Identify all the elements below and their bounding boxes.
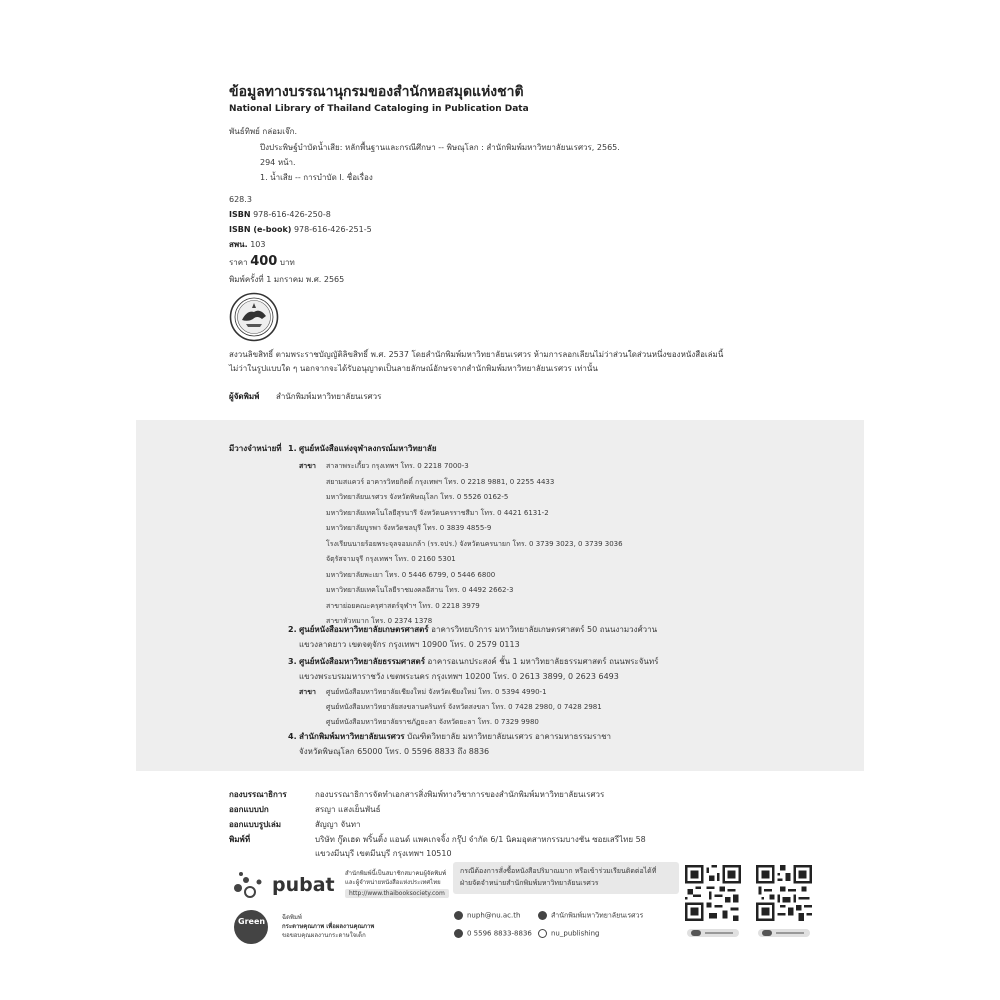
outlet-1-branch-label: สาขา <box>299 462 316 470</box>
branch-item: ศูนย์หนังสือมหาวิทยาลัยเชียงใหม่ จังหวัดเชียงใหม่ โทร. 0 5394 4990-1 <box>326 688 547 696</box>
publisher-value: สำนักพิมพ์มหาวิทยาลัยนเรศวร <box>275 392 382 401</box>
branch-item: ศูนย์หนังสือมหาวิทยาลัยราชภัฏยะลา จังหวัดยะลา โทร. 0 7329 9980 <box>326 718 539 726</box>
outlet-3-address-line-2: แขวงพระบรมมหาราชวัง เขตพระนคร กรุงเทพฯ 10200 โทร. 0 2613 3899, 0 2623 6493 <box>299 672 619 681</box>
price-unit: บาท <box>279 258 295 267</box>
branch-item: สาลาพระเกี้ยว กรุงเทพฯ โทร. 0 2218 7000-3 <box>326 462 469 470</box>
branch-item: มหาวิทยาลัยบูรพา จังหวัดชลบุรี โทร. 0 3839 4855-9 <box>326 524 492 532</box>
outlet-3-branch-label: สาขา <box>299 688 316 696</box>
branch-item: โรงเรียนนายร้อยพระจุลจอมเกล้า (รร.จปร.) จังหวัดนครนายก โทร. 0 3739 3023, 0 3739 3036 <box>326 539 623 548</box>
isbn-label: ISBN <box>229 210 251 219</box>
outlet-4-address: บัณฑิตวิทยาลัย มหาวิทยาลัยนเรศวร อาคารมหาธรรมราชา <box>407 732 611 741</box>
publisher-line <box>229 392 381 402</box>
credit-value-cover-design: สรญา แสงเย็นพันธ์ <box>315 805 381 814</box>
credit-label-cover-design: ออกแบบปก <box>229 805 269 814</box>
branch-item: มหาวิทยาลัยเทคโนโลยีสุรนารี จังหวัดนครราชสีมา โทร. 0 4421 6131-2 <box>326 508 549 517</box>
qr-code-icon[interactable] <box>685 865 741 921</box>
instagram-icon <box>538 929 547 938</box>
branch-item: มหาวิทยาลัยพะเยา โทร. 0 5446 6799, 0 5446 6800 <box>326 570 496 579</box>
phone-contact[interactable] <box>454 929 532 938</box>
green-read-line-0: ฉีดพิมพ์ <box>282 914 302 921</box>
price-line <box>229 254 295 270</box>
phone-icon <box>454 929 463 938</box>
publication-number-line <box>229 240 266 250</box>
edition-info: พิมพ์ครั้งที่ 1 มกราคม พ.ศ. 2565 <box>229 275 345 284</box>
qr-code-icon[interactable] <box>756 865 812 921</box>
email-icon <box>454 911 463 920</box>
isbn-value: 978-616-426-250-8 <box>253 210 331 219</box>
copyright-line-2: ไม่ว่าในรูปแบบใด ๆ นอกจากจะได้รับอนุญาตเป็นลายลักษณ์อักษรจากสำนักพิมพ์มหาวิทยาลัยนเรศวร เท่านั้น <box>229 364 598 373</box>
price-value: 400 <box>250 254 278 269</box>
outlet-4 <box>288 732 611 742</box>
outlet-2-name: ศูนย์หนังสือมหาวิทยาลัยเกษตรศาสตร์ <box>299 625 429 634</box>
publication-number-label: สพน. <box>229 240 248 249</box>
outlet-3-address: อาคารอเนกประสงค์ ชั้น 1 มหาวิทยาลัยธรรมศาสตร์ ถนนพระจันทร์ <box>427 657 659 666</box>
page-count: 294 หน้า. <box>260 158 296 167</box>
publication-number-value: 103 <box>250 240 266 249</box>
qr-caption-badge <box>687 929 739 937</box>
pubat-description-1: สำนักพิมพ์นี้เป็นสมาชิกสมาคมผู้จัดพิมพ์ <box>345 870 447 877</box>
subject-headings: 1. น้ำเสีย -- การบำบัด I. ชื่อเรื่อง <box>260 173 373 182</box>
isbn-line <box>229 210 331 220</box>
author: พันธ์ทิพย์ กล่อมเจ๊ก. <box>229 127 298 136</box>
classification-number: 628.3 <box>229 195 252 204</box>
green-read-logo-text: Green Read <box>238 917 291 926</box>
outlet-4-name: สำนักพิมพ์มหาวิทยาลัยนเรศวร <box>299 732 405 741</box>
credit-value-layout: สัญญา จันทา <box>315 820 361 829</box>
credit-label-layout: ออกแบบรูปเล่ม <box>229 820 282 829</box>
outlet-1-number: 1. <box>288 444 297 453</box>
outlet-1-name: ศูนย์หนังสือแห่งจุฬาลงกรณ์มหาวิทยาลัย <box>299 444 437 453</box>
credit-label-printer: พิมพ์ที่ <box>229 835 251 844</box>
order-info-line-2: ฝ่ายจัดจำหน่ายสำนักพิมพ์มหาวิทยาลัยนเรศวร <box>460 879 599 887</box>
pubat-description-2: และผู้จำหน่ายหนังสือแห่งประเทศไทย <box>345 879 441 886</box>
branch-item: มหาวิทยาลัยนเรศวร จังหวัดพิษณุโลก โทร. 0 5526 0162-5 <box>326 493 509 501</box>
outlet-4-address-line-2: จังหวัดพิษณุโลก 65000 โทร. 0 5596 8833 ถึง 8836 <box>299 747 490 756</box>
branch-item: จัตุรัสจามจุรี กรุงเทพฯ โทร. 0 2160 5301 <box>326 555 456 563</box>
branch-item: สยามสแควร์ อาคารวิทยกิตติ์ กรุงเทพฯ โทร. 0 2218 9881, 0 2255 4433 <box>326 477 555 486</box>
credit-value-printer-line-2: แขวงมีนบุรี เขตมีนบุรี กรุงเทพฯ 10510 <box>315 849 452 858</box>
isbn-ebook-label: ISBN (e-book) <box>229 225 292 234</box>
outlet-2 <box>288 625 657 635</box>
copyright-line-1: สงวนลิขสิทธิ์ ตามพระราชบัญญัติลิขสิทธิ์ พ.ศ. 2537 โดยสำนักพิมพ์มหาวิทยาลัยนเรศวร ห้ามการลอกเลียนไม่ว่าส่วนใดส่วนหนึ่งของหนังสือเล่มนี้ <box>229 350 724 359</box>
isbn-ebook-line <box>229 225 372 235</box>
qr-caption-badge <box>758 929 810 937</box>
outlet-2-address-line-2: แขวงลาดยาว เขตจตุจักร กรุงเทพฯ 10900 โทร. 0 2579 0113 <box>299 640 520 649</box>
university-seal-logo <box>229 292 279 342</box>
credit-label-editorial: กองบรรณาธิการ <box>229 790 287 799</box>
branch-item: มหาวิทยาลัยเทคโนโลยีราชมงคลอีสาน โทร. 0 4492 2662-3 <box>326 586 514 594</box>
price-label: ราคา <box>229 258 248 267</box>
green-read-logo <box>234 910 268 944</box>
facebook-page-name: สำนักพิมพ์มหาวิทยาลัยนเรศวร <box>551 911 644 920</box>
facebook-contact[interactable] <box>538 911 643 920</box>
pubat-logo-text: pubat <box>272 874 335 896</box>
order-info-line-1: กรณีต้องการสั่งซื้อหนังสือปริมาณมาก หรือเข้าร่วมเรียนติดต่อได้ที่ <box>460 867 657 875</box>
green-read-line-1: กระดาษคุณภาพ เพื่อผลงานคุณภาพ <box>282 923 375 930</box>
pubat-symbol-icon <box>232 870 270 900</box>
distribution-label: มีวางจำหน่ายที่ <box>229 444 282 453</box>
cip-title-english: National Library of Thailand Cataloging in Publication Data <box>229 104 529 114</box>
branch-item: สาขาย่อยคณะครุศาสตร์จุฬาฯ โทร. 0 2218 3979 <box>326 601 480 610</box>
cip-title-thai: ข้อมูลทางบรรณานุกรมของสำนักหอสมุดแห่งชาติ <box>229 84 524 100</box>
branch-item: สาขาหัวหมาก โทร. 0 2374 1378 <box>326 617 433 625</box>
email-address: nuph@nu.ac.th <box>467 911 521 920</box>
facebook-icon <box>538 911 547 920</box>
outlet-3-name: ศูนย์หนังสือมหาวิทยาลัยธรรมศาสตร์ <box>299 657 425 666</box>
outlet-2-number: 2. <box>288 625 297 634</box>
instagram-contact[interactable] <box>538 929 600 938</box>
publisher-label: ผู้จัดพิมพ์ <box>229 392 260 401</box>
outlet-3-number: 3. <box>288 657 297 666</box>
outlet-3 <box>288 657 658 667</box>
branch-item: ศูนย์หนังสือมหาวิทยาลัยสงขลานครินทร์ จังหวัดสงขลา โทร. 0 7428 2980, 0 7428 2981 <box>326 703 602 711</box>
instagram-handle: nu_publishing <box>551 929 600 938</box>
green-read-line-2: ขอขอบคุณผลงานกระดาษใจเด็ก <box>282 932 366 939</box>
outlet-4-number: 4. <box>288 732 297 741</box>
title-statement: ปีงประพิษฐ์บำบัดน้ำเสีย: หลักพื้นฐานและกรณีศึกษา -- พิษณุโลก : สำนักพิมพ์มหาวิทยาลัยนเรศวร, 2565. <box>260 143 620 152</box>
phone-number: 0 5596 8833-8836 <box>467 929 532 938</box>
email-contact[interactable] <box>454 911 520 920</box>
outlet-1-branch-list <box>326 462 706 633</box>
credit-value-printer: บริษัท กู๊ดเฮด พริ้นติ้ง แอนด์ แพคเกจจิ้ง กรุ๊ป จำกัด 6/1 นิคมอุตสาหกรรมบางชัน ซอยเสรีไทย 58 <box>315 835 646 844</box>
pubat-website-link[interactable]: http://www.thaibooksociety.com <box>345 889 449 898</box>
outlet-3-branch-list <box>326 688 706 733</box>
outlet-2-address: อาคารวิทยบริการ มหาวิทยาลัยเกษตรศาสตร์ 50 ถนนงามวงศ์วาน <box>431 625 658 634</box>
isbn-ebook-value: 978-616-426-251-5 <box>293 225 372 234</box>
credit-value-editorial: กองบรรณาธิการจัดทำเอกสารสิ่งพิมพ์ทางวิชาการของสำนักพิมพ์มหาวิทยาลัยนเรศวร <box>315 790 605 799</box>
